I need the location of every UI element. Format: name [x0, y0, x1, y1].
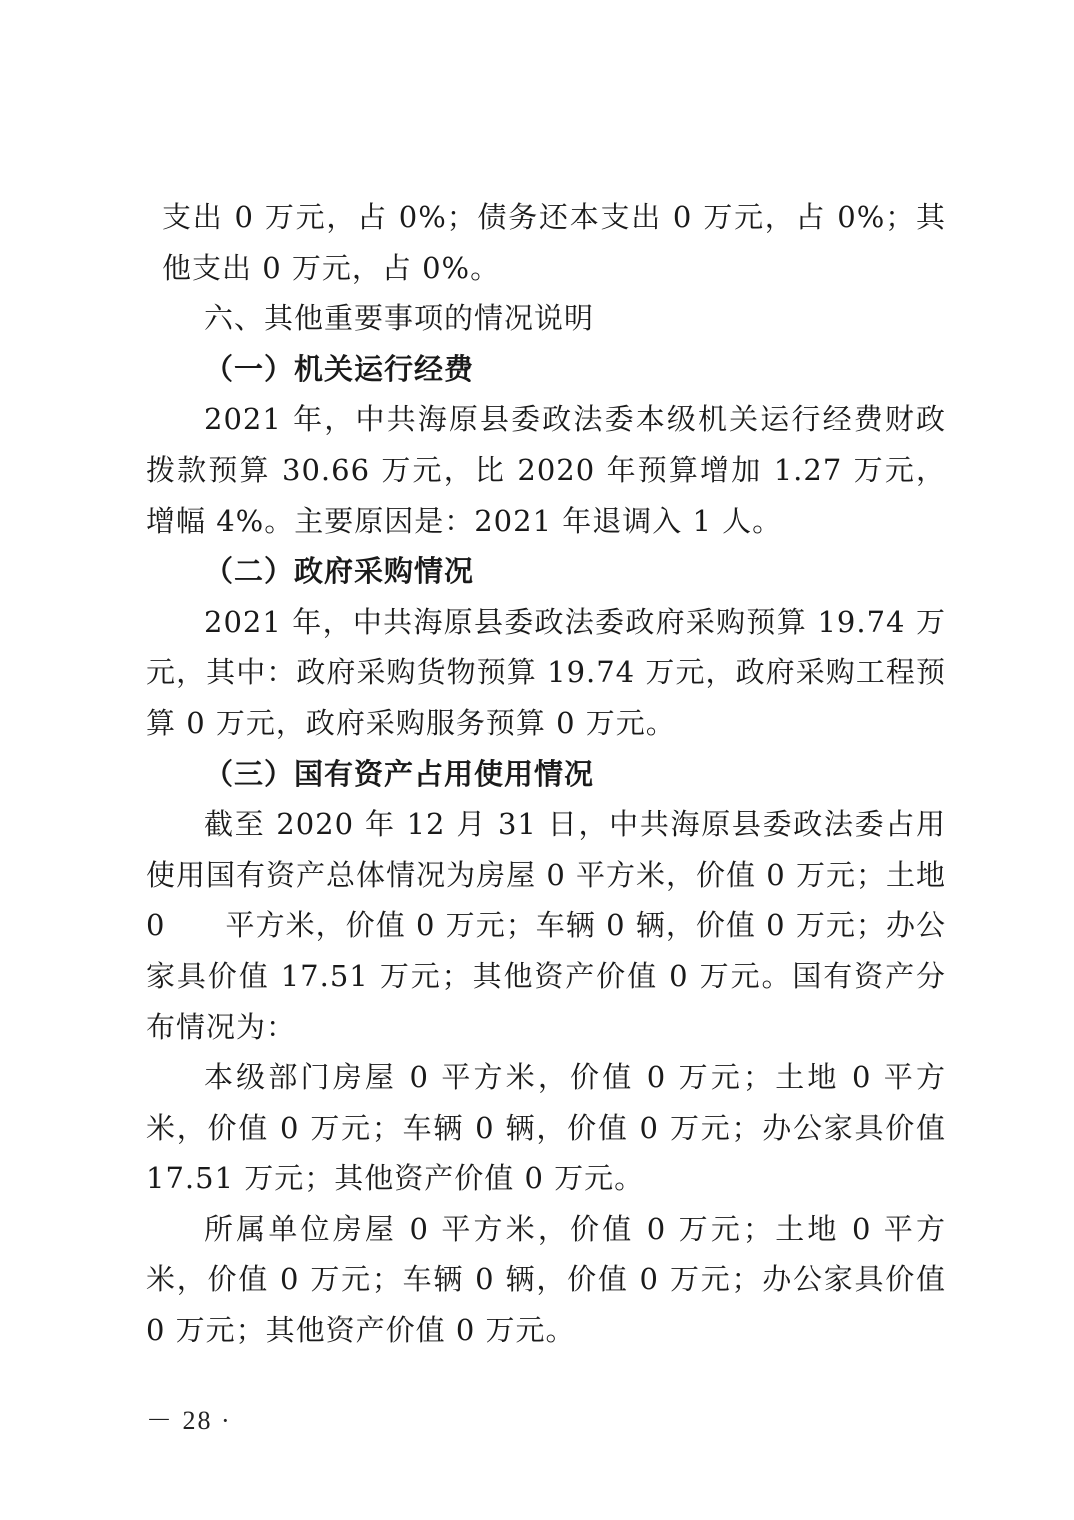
document-body	[146, 192, 946, 1356]
subheading-operating-funds: （一）机关运行经费	[204, 351, 475, 386]
paragraph-state-assets-total: 截至 2020 年 12 月 31 日，中共海原县委政法委占用使用国有资产总体情况为房屋 0 平方米，价值 0 万元；土地 0 平方米，价值 0 万元；车辆 0 辆，价值 0 万元；办公家具价值 17.51 万元；其他资产价值 0 万元。国有资产分布情况为：	[146, 807, 946, 1044]
subheading-state-assets: （三）国有资产占用使用情况	[204, 756, 595, 791]
section-heading-other-matters: 六、其他重要事项的情况说明	[204, 301, 595, 336]
paragraph-state-assets-subordinate: 所属单位房屋 0 平方米，价值 0 万元；土地 0 平方米，价值 0 万元；车辆 0 辆，价值 0 万元；办公家具价值 0 万元；其他资产价值 0 万元。	[146, 1211, 946, 1348]
paragraph-procurement: 2021 年，中共海原县委政法委政府采购预算 19.74 万元，其中：政府采购货物预算 19.74 万元，政府采购工程预算 0 万元，政府采购服务预算 0 万元。	[146, 604, 946, 740]
paragraph-expenditure-continuation: 支出 0 万元，占 0%；债务还本支出 0 万元，占 0%；其他支出 0 万元，占 0%。	[162, 200, 946, 285]
subheading-procurement: （二）政府采购情况	[204, 554, 475, 589]
paragraph-state-assets-department: 本级部门房屋 0 平方米，价值 0 万元；土地 0 平方米，价值 0 万元；车辆 0 辆，价值 0 万元；办公家具价值 17.51 万元；其他资产价值 0 万元。	[146, 1060, 946, 1196]
page-number: － 28 ·	[146, 1406, 232, 1435]
paragraph-operating-funds: 2021 年，中共海原县委政法委本级机关运行经费财政拨款预算 30.66 万元，比 2020 年预算增加 1.27 万元，增幅 4%。主要原因是：2021 年退调入 1 人。	[146, 402, 946, 538]
